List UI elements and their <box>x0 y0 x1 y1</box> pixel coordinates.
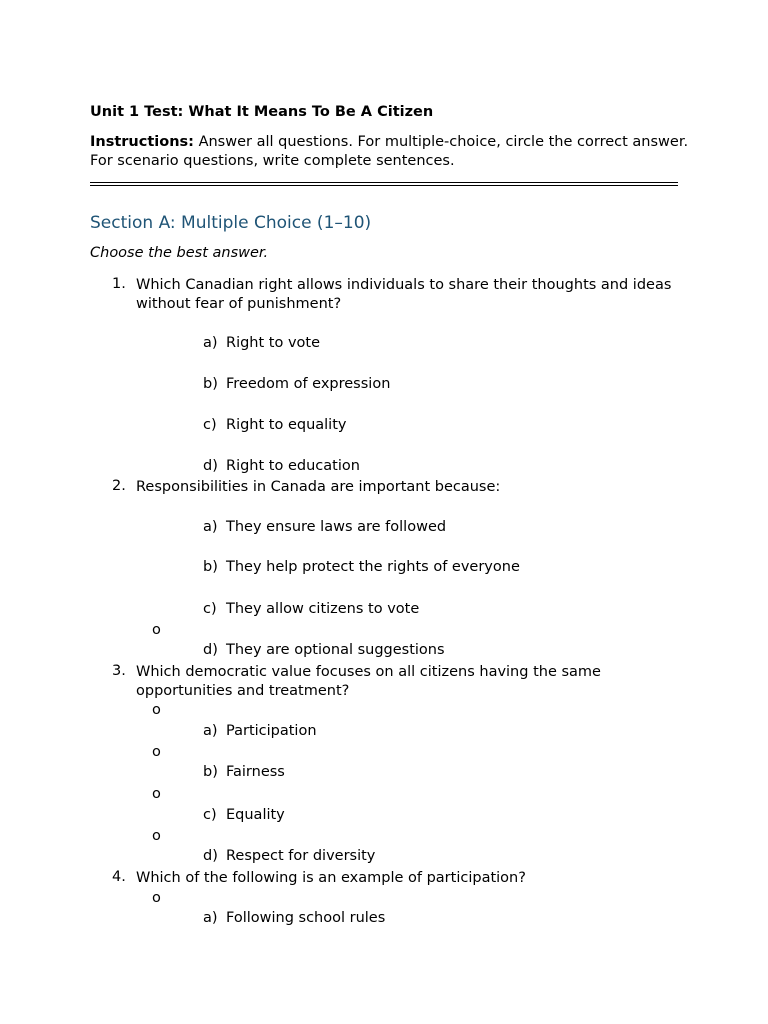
option-text: They help protect the rights of everyone <box>226 559 520 575</box>
double-rule-bottom <box>90 185 678 186</box>
option-text: They ensure laws are followed <box>226 519 447 535</box>
section-heading: Section A: Multiple Choice (1–10) <box>90 213 372 233</box>
question-text: Which of the following is an example of participation? <box>136 870 526 886</box>
question-text: Which Canadian right allows individuals to share their thoughts and ideas without fear of punishment? <box>136 277 672 312</box>
option-letter: d) <box>203 458 218 474</box>
option-letter: b) <box>203 376 218 392</box>
bullet-marker: o <box>152 890 161 906</box>
option-text: Right to education <box>226 458 360 474</box>
question-text: Responsibilities in Canada are important because: <box>136 479 501 495</box>
bullet-marker: o <box>152 702 161 718</box>
option-text: They are optional suggestions <box>226 642 445 658</box>
option-letter: a) <box>203 723 218 739</box>
option-text: They allow citizens to vote <box>226 601 420 617</box>
option-text: Equality <box>226 807 285 823</box>
option-text: Fairness <box>226 764 285 780</box>
option-letter: a) <box>203 910 218 926</box>
option-letter: c) <box>203 601 217 617</box>
option-letter: a) <box>203 335 218 351</box>
document-title: Unit 1 Test: What It Means To Be A Citizen <box>90 104 434 120</box>
option-text: Respect for diversity <box>226 848 376 864</box>
option-letter: c) <box>203 417 217 433</box>
instructions-text: Answer all questions. For multiple-choice, circle the correct answer. For scenario questions, write complete sentences. <box>90 134 689 169</box>
option-letter: b) <box>203 559 218 575</box>
option-letter: b) <box>203 764 218 780</box>
instructions <box>90 133 690 170</box>
option-letter: a) <box>203 519 218 535</box>
option-text: Following school rules <box>226 910 386 926</box>
instructions-label: Instructions: <box>90 134 194 150</box>
question-number: 3. <box>112 663 126 679</box>
option-text: Right to vote <box>226 335 321 351</box>
option-text: Participation <box>226 723 317 739</box>
question-number: 2. <box>112 478 126 494</box>
option-letter: d) <box>203 642 218 658</box>
option-letter: c) <box>203 807 217 823</box>
option-text: Right to equality <box>226 417 347 433</box>
bullet-marker: o <box>152 828 161 844</box>
option-text: Freedom of expression <box>226 376 391 392</box>
question-number: 4. <box>112 869 126 885</box>
bullet-marker: o <box>152 786 161 802</box>
double-rule-top <box>90 182 678 183</box>
option-letter: d) <box>203 848 218 864</box>
question-number: 1. <box>112 276 126 292</box>
section-note: Choose the best answer. <box>90 245 269 261</box>
bullet-marker: o <box>152 622 161 638</box>
question-text: Which democratic value focuses on all citizens having the same opportunities and treatment? <box>136 664 601 699</box>
bullet-marker: o <box>152 744 161 760</box>
